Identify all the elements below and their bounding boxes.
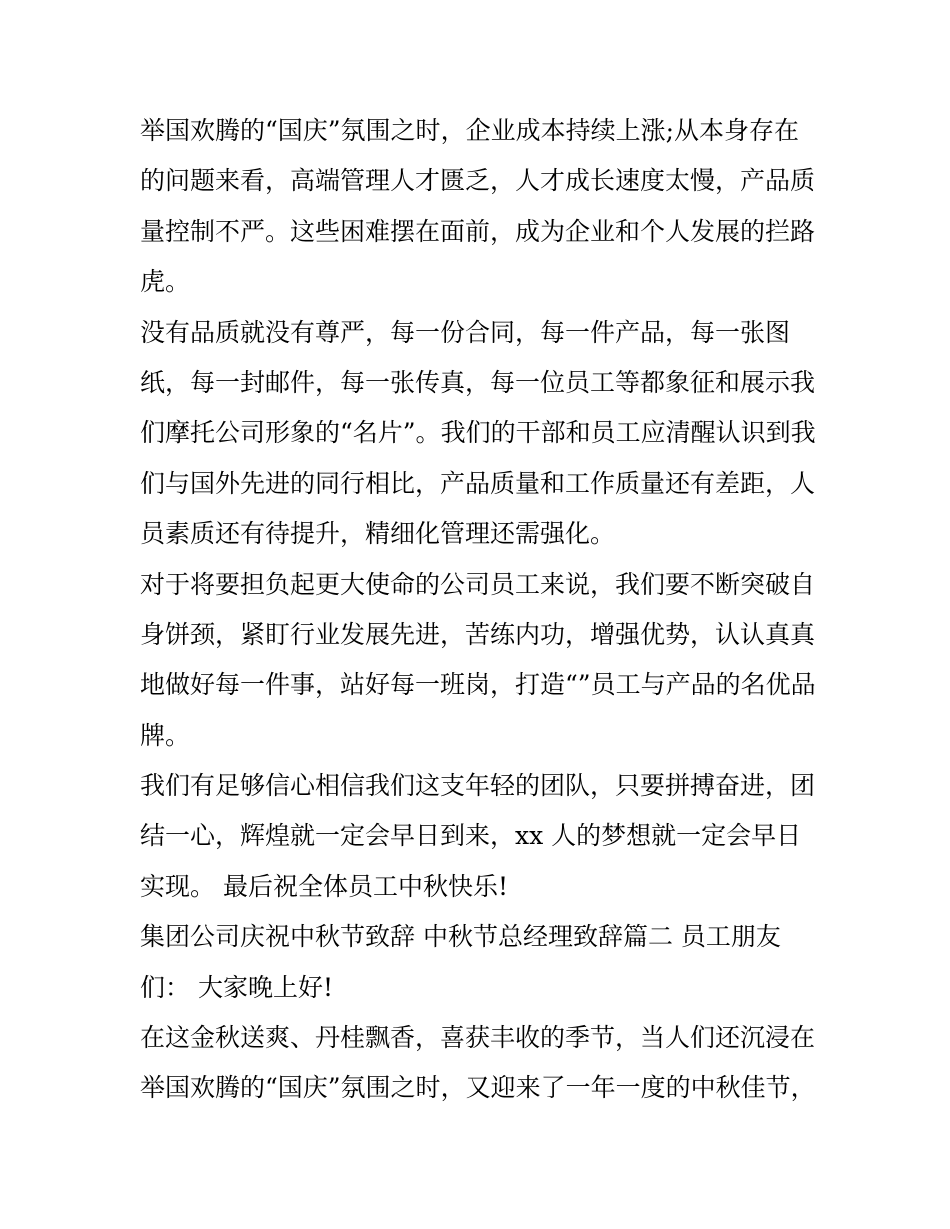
document-body	[140, 106, 820, 1114]
text-line: 们： 大家晚上好!	[140, 972, 333, 1002]
text-line: 纸，每一封邮件，每一张传真，每一位员工等都象征和展示我	[140, 367, 816, 397]
text-line: 员素质还有待提升，精细化管理还需强化。	[140, 519, 616, 549]
text-line: 结一心，辉煌就一定会早日到来，xx 人的梦想就一定会早日	[140, 821, 802, 851]
text-line: 在这金秋送爽、丹桂飘香，喜获丰收的季节，当人们还沉浸在	[140, 1023, 816, 1053]
text-line: 们摩托公司形象的“名片”。我们的干部和员工应清醒认识到我	[140, 418, 816, 448]
text-line: 身饼颈，紧盯行业发展先进，苦练内功，增强优势，认认真真	[140, 619, 816, 649]
text-line: 地做好每一件事，站好每一班岗，打造“”员工与产品的名优品	[140, 670, 816, 700]
text-line: 我们有足够信心相信我们这支年轻的团队，只要拼搏奋进，团	[140, 771, 816, 801]
text-line: 举国欢腾的“国庆”氛围之时，企业成本持续上涨;从本身存在	[140, 116, 799, 145]
text-line: 对于将要担负起更大使命的公司员工来说，我们要不断突破自	[140, 569, 816, 599]
text-line: 集团公司庆祝中秋节致辞 中秋节总经理致辞篇二 员工朋友	[140, 922, 781, 952]
text-line: 们与国外先进的同行相比，产品质量和工作质量还有差距，人	[140, 468, 816, 498]
text-line: 量控制不严。这些困难摆在面前，成为企业和个人发展的拦路	[140, 216, 816, 246]
text-line: 实现。 最后祝全体员工中秋快乐!	[140, 871, 508, 901]
text-line: 虎。	[140, 267, 191, 297]
text-line: 没有品质就没有尊严，每一份合同，每一件产品，每一张图	[140, 317, 791, 347]
text-line: 牌。	[140, 720, 191, 750]
text-line: 举国欢腾的“国庆”氛围之时，又迎来了一年一度的中秋佳节，	[140, 1073, 816, 1103]
text-line: 的问题来看，高端管理人才匮乏，人才成长速度太慢，产品质	[140, 166, 816, 196]
